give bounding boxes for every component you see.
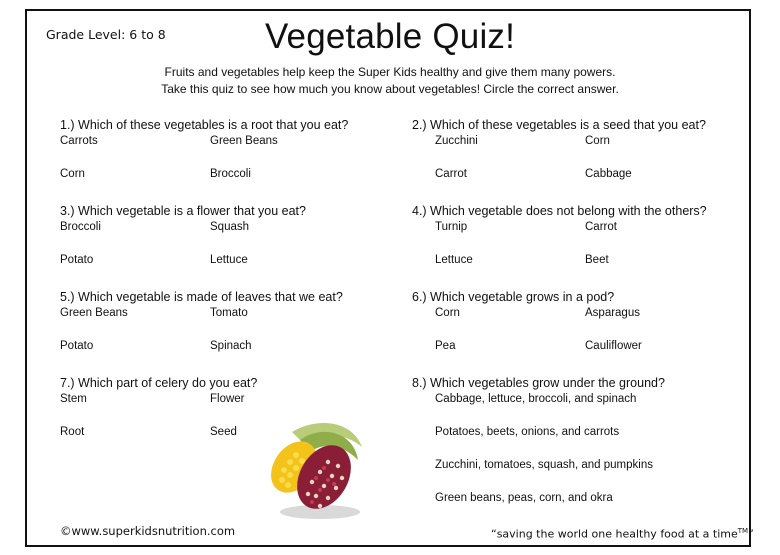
- q4-option-b[interactable]: Carrot: [585, 221, 617, 233]
- intro-line-1: Fruits and vegetables help keep the Super Kids healthy and give them many powers.: [164, 65, 616, 79]
- q7-option-a[interactable]: Stem: [60, 393, 87, 405]
- grade-level: Grade Level: 6 to 8: [46, 27, 166, 42]
- q5-option-a[interactable]: Green Beans: [60, 307, 128, 319]
- q1-option-c[interactable]: Corn: [60, 168, 85, 180]
- q2-option-a[interactable]: Zucchini: [435, 135, 478, 147]
- q4-option-d[interactable]: Beet: [585, 254, 609, 266]
- q3-option-d[interactable]: Lettuce: [210, 254, 248, 266]
- q2-option-b[interactable]: Corn: [585, 135, 610, 147]
- q4-option-a[interactable]: Turnip: [435, 221, 468, 233]
- question-7: 7.) Which part of celery do you eat?: [60, 376, 258, 390]
- trademark: TM: [737, 527, 749, 535]
- question-2: 2.) Which of these vegetables is a seed that you eat?: [412, 118, 706, 132]
- question-3: 3.) Which vegetable is a flower that you eat?: [60, 204, 306, 218]
- question-6: 6.) Which vegetable grows in a pod?: [412, 290, 615, 304]
- q6-option-d[interactable]: Cauliflower: [585, 340, 642, 352]
- website-credit: ©www.superkidsnutrition.com: [60, 524, 236, 538]
- q8-option-c[interactable]: Zucchini, tomatoes, squash, and pumpkins: [435, 459, 653, 471]
- q1-option-a[interactable]: Carrots: [60, 135, 98, 147]
- question-8: 8.) Which vegetables grow under the ground?: [412, 376, 665, 390]
- q8-option-b[interactable]: Potatoes, beets, onions, and carrots: [435, 426, 620, 438]
- q4-option-c[interactable]: Lettuce: [435, 254, 473, 266]
- q6-option-b[interactable]: Asparagus: [585, 307, 640, 319]
- q5-option-d[interactable]: Spinach: [210, 340, 252, 352]
- q2-option-d[interactable]: Cabbage: [585, 168, 632, 180]
- question-1: 1.) Which of these vegetables is a root that you eat?: [60, 118, 349, 132]
- intro-line-2: Take this quiz to see how much you know about vegetables! Circle the correct answer.: [161, 82, 619, 96]
- q8-option-d[interactable]: Green beans, peas, corn, and okra: [435, 492, 613, 504]
- q1-option-d[interactable]: Broccoli: [210, 168, 251, 180]
- question-5: 5.) Which vegetable is made of leaves that we eat?: [60, 290, 343, 304]
- q3-option-a[interactable]: Broccoli: [60, 221, 101, 233]
- q6-option-a[interactable]: Corn: [435, 307, 460, 319]
- page-title: Vegetable Quiz!: [264, 17, 516, 56]
- q3-option-b[interactable]: Squash: [210, 221, 250, 233]
- q7-option-b[interactable]: Flower: [210, 393, 245, 405]
- q7-option-d[interactable]: Seed: [210, 426, 237, 438]
- question-4: 4.) Which vegetable does not belong with the others?: [412, 204, 707, 218]
- q8-option-a[interactable]: Cabbage, lettuce, broccoli, and spinach: [435, 393, 637, 405]
- corn-illustration: [262, 412, 372, 522]
- q7-option-c[interactable]: Root: [60, 426, 85, 438]
- q3-option-c[interactable]: Potato: [60, 254, 94, 266]
- q6-option-c[interactable]: Pea: [435, 340, 456, 352]
- q5-option-b[interactable]: Tomato: [210, 307, 248, 319]
- q2-option-c[interactable]: Carrot: [435, 168, 467, 180]
- q1-option-b[interactable]: Green Beans: [210, 135, 278, 147]
- q5-option-c[interactable]: Potato: [60, 340, 94, 352]
- slogan: “saving the world one healthy food at a time™”: [491, 527, 754, 541]
